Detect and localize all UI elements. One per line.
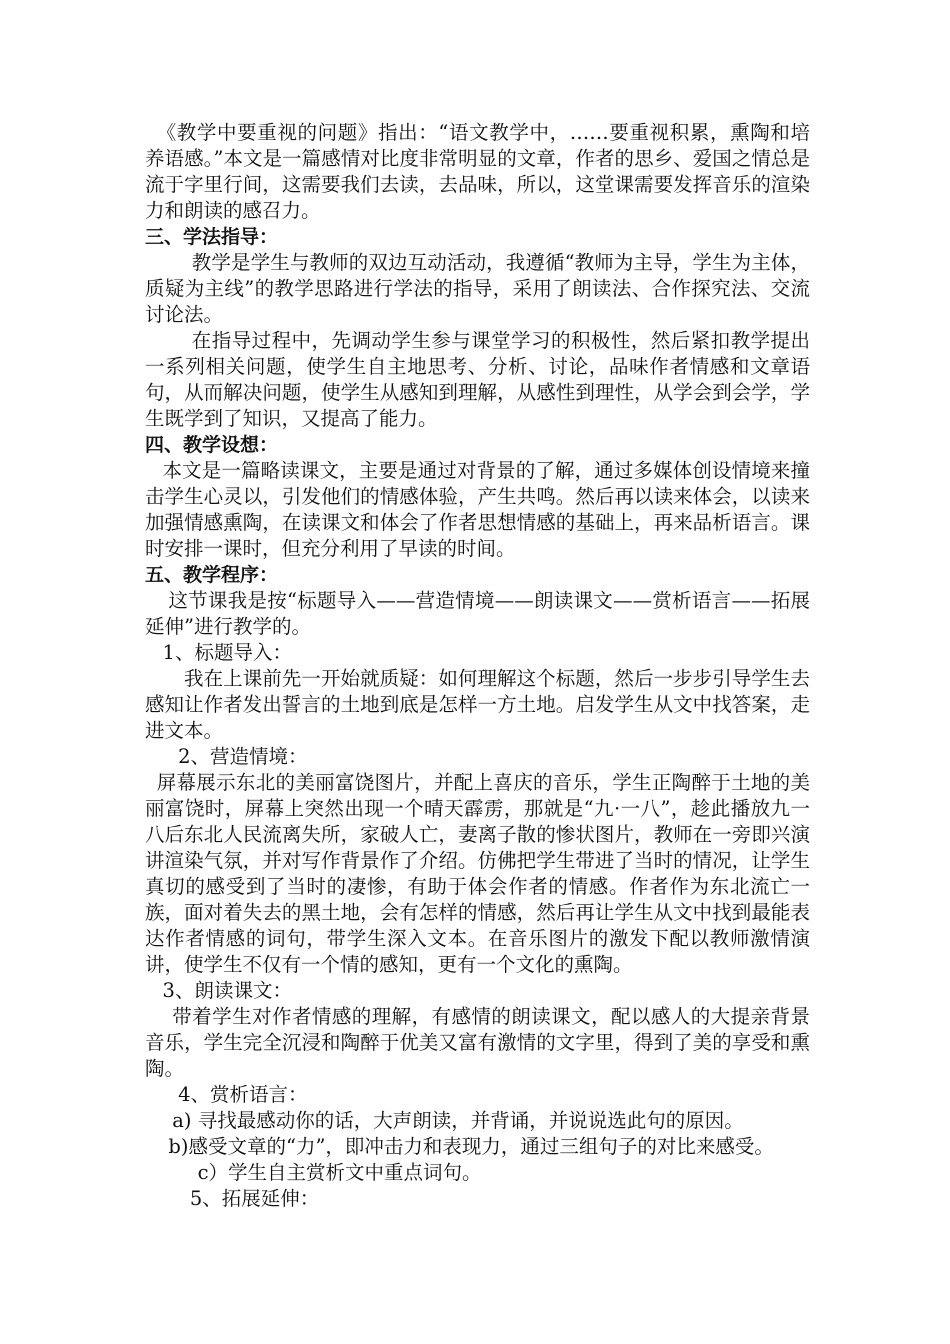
paragraph-learning-guidance-2: 在指导过程中，先调动学生参与课堂学习的积极性，然后紧扣教学提出一系列相关问题，使学生自主地思考、分析、讨论，品味作者情感和文章语句，从而解决问题，使学生从感知到理解，从感性到理性，从学会到会学，学生既学到了知识，又提高了能力。 [145, 329, 810, 430]
heading-teaching-procedure: 五、教学程序： [145, 564, 279, 586]
document-body [145, 120, 810, 1212]
paragraph-teaching-plan: 本文是一篇略读课文，主要是通过对背景的了解，通过多媒体创设情境来撞击学生心灵以，引发他们的情感体验，产生共鸣。然后再以读来体会，以读来加强情感熏陶，在读课文和体会了作者思想情感的基础上，再来品析语言。课时安排一课时，但充分利用了早读的时间。 [145, 459, 810, 560]
subheading-create-scene: 2、营造情境： [178, 745, 308, 768]
list-item-b: b)感受文章的“力”，即冲击力和表现力，通过三组句子的对比来感受。 [168, 1135, 774, 1158]
paragraph-procedure-overview: 这节课我是按“标题导入——营造情境——朗读课文——赏析语言——拓展延伸”进行教学的。 [145, 589, 810, 638]
list-item-c: c）学生自主赏析文中重点词句。 [197, 1161, 482, 1184]
subheading-title-intro: 1、标题导入： [162, 641, 292, 664]
paragraph-create-scene: 屏幕展示东北的美丽富饶图片，并配上喜庆的音乐，学生正陶醉于土地的美丽富饶时，屏幕上突然出现一个晴天霹雳，那就是“九·一八”，趁此播放九一八后东北人民流离失所，家破人亡，妻离子散的惨状图片，教师在一旁即兴演讲渲染气氛，并对写作背景作了介绍。仿佛把学生带进了当时的情况，让学生真切的感受到了当时的凄惨，有助于体会作者的情感。作者作为东北流亡一族，面对着失去的黑土地，会有怎样的情感，然后再让学生从文中找到最能表达作者情感的词句，带学生深入文本。在音乐图片的激发下配以教师激情演讲，使学生不仅有一个情的感知，更有一个文化的熏陶。 [145, 771, 810, 976]
subheading-read-text: 3、朗读课文： [162, 979, 292, 1002]
paragraph-intro-quote: 《教学中要重视的问题》指出：“语文教学中，……要重视积累，熏陶和培养语感。”本文是一篇感情对比度非常明显的文章，作者的思乡、爱国之情总是流于字里行间，这需要我们去读，去品味，所以，这堂课需要发挥音乐的渲染力和朗读的感召力。 [145, 121, 810, 222]
subheading-appreciate-language: 4、赏析语言： [178, 1083, 308, 1106]
paragraph-read-text: 带着学生对作者情感的理解，有感情的朗读课文，配以感人的大提亲背景音乐，学生完全沉浸和陶醉于优美又富有激情的文字里，得到了美的享受和熏陶。 [145, 1005, 810, 1080]
paragraph-title-intro: 我在上课前先一开始就质疑：如何理解这个标题，然后一步步引导学生去感知让作者发出誓言的土地到底是怎样一方土地。启发学生从文中找答案，走进文本。 [145, 667, 810, 742]
heading-teaching-plan: 四、教学设想： [145, 434, 279, 456]
list-item-a: a) 寻找最感动你的话，大声朗读，并背诵，并说说选此句的原因。 [172, 1109, 744, 1132]
subheading-extension: 5、拓展延伸： [189, 1187, 320, 1210]
paragraph-learning-guidance-1: 教学是学生与教师的双边互动活动，我遵循“教师为主导，学生为主体，质疑为主线”的教学思路进行学法的指导，采用了朗读法、合作探究法、交流讨论法。 [145, 251, 810, 326]
heading-learning-guidance: 三、学法指导： [145, 226, 279, 248]
